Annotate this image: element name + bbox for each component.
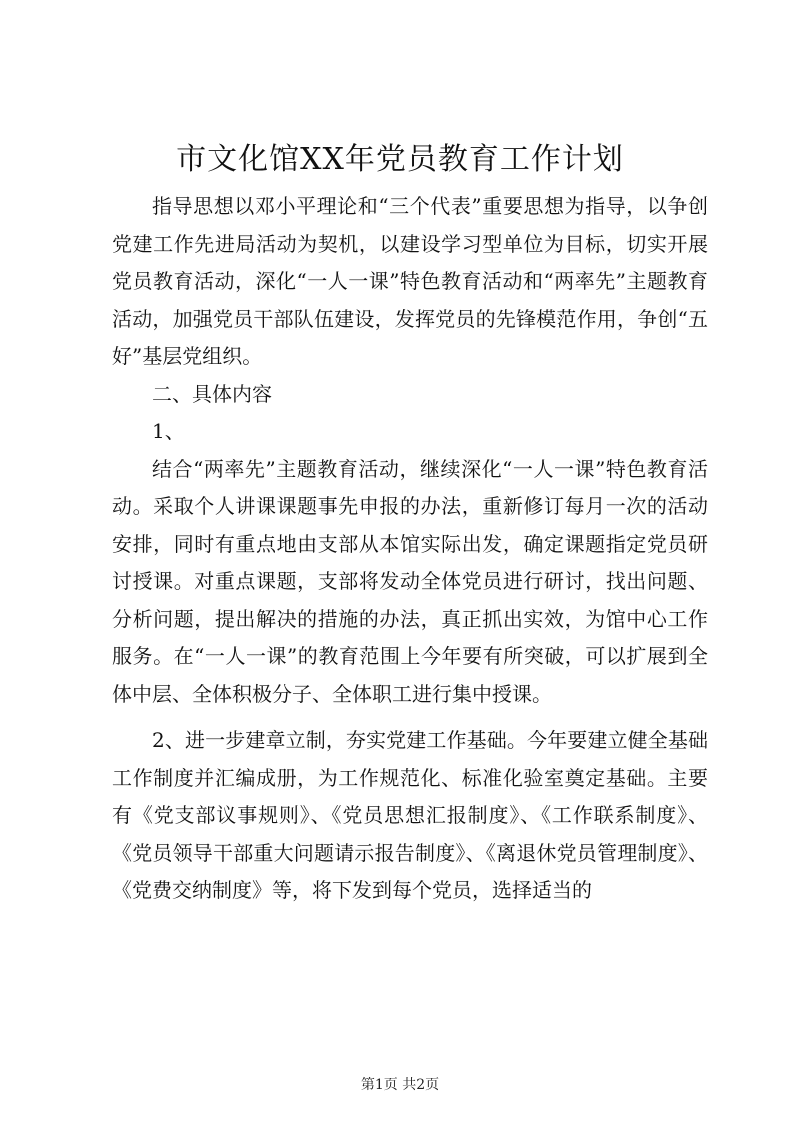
paragraph-item-1: 结合“两率先”主题教育活动，继续深化“一人一课”特色教育活动。采取个人讲课课题事先申报的办法，重新修订每月一次的活动安排，同时有重点地由支部从本馆实际出发，确定课题指定党员研讨授课。对重点课题，支部将发动全体党员进行研讨，找出问题、分析问题，提出解决的措施的办法，真正抓出实效，为馆中心工作服务。在“一人一课”的教育范围上今年要有所突破，可以扩展到全体中层、全体积极分子、全体职工进行集中授课。 xyxy=(112,456,708,706)
page-footer: 第1页 共2页 xyxy=(360,1077,440,1093)
section-heading-specific-content: 二、具体内容 xyxy=(152,381,272,406)
document-title: 市文化馆XX年党员教育工作计划 xyxy=(176,142,624,177)
document-body xyxy=(112,188,708,910)
paragraph-guiding-ideology: 指导思想以邓小平理论和“三个代表”重要思想为指导，以争创党建工作先进局活动为契机，以建设学习型单位为目标，切实开展党员教育活动，深化“一人一课”特色教育活动和“两率先”主题教育活动，加强党员干部队伍建设，发挥党员的先锋模范作用，争创“五好”基层党组织。 xyxy=(112,194,708,368)
item-number-1: 1、 xyxy=(152,419,185,443)
paragraph-item-2: 2、进一步建章立制，夯实党建工作基础。今年要建立健全基础工作制度并汇编成册，为工作规范化、标准化验室奠定基础。主要有《党支部议事规则》、《党员思想汇报制度》、《工作联系制度》、《党员领导干部重大问题请示报告制度》、《离退休党员管理制度》、《党费交纳制度》等，将下发到每个党员，选择适当的 xyxy=(112,728,708,902)
